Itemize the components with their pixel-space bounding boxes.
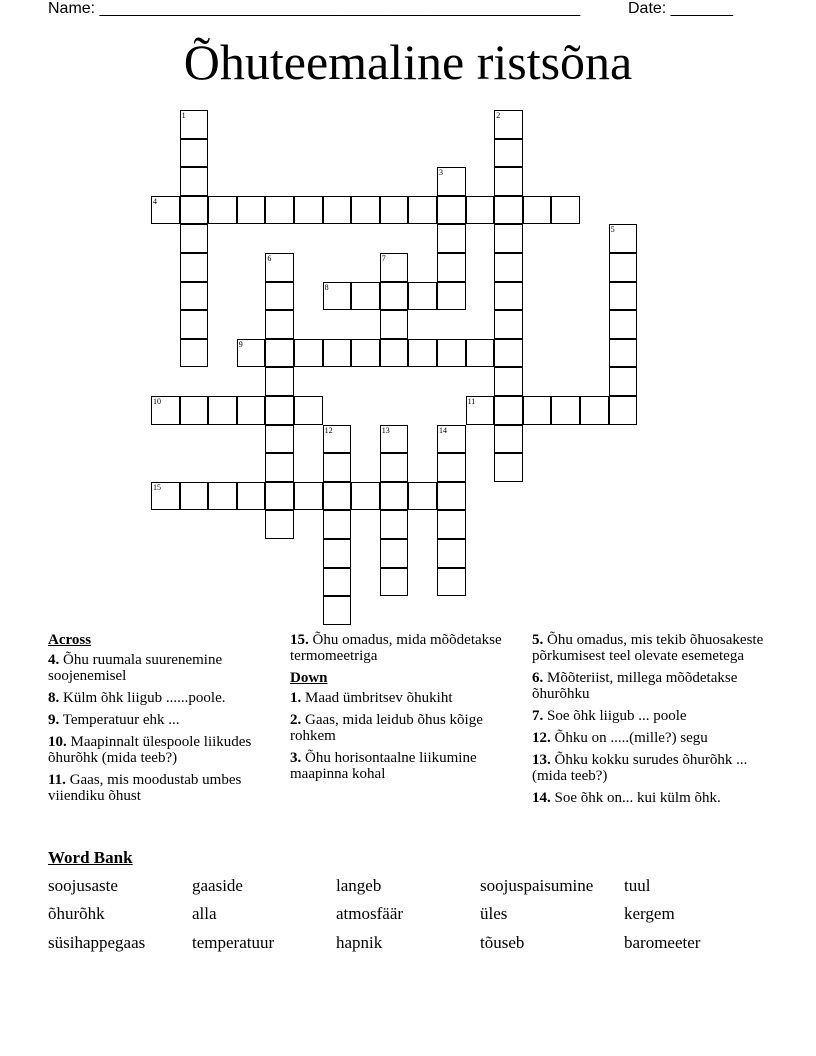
clue-number: 11: [467, 397, 476, 406]
grid-cell[interactable]: [609, 367, 638, 396]
grid-cell[interactable]: [580, 396, 609, 425]
grid-cell[interactable]: [523, 396, 552, 425]
grid-cell[interactable]: [437, 453, 466, 482]
grid-cell[interactable]: [180, 167, 209, 196]
word-bank-item: süsihappegaas: [48, 933, 146, 952]
word-bank-item: tõuseb: [480, 933, 525, 952]
clue-number: 10: [153, 397, 161, 406]
grid-cell[interactable]: [151, 482, 180, 511]
grid-cell[interactable]: [494, 253, 523, 282]
clue-across-9: 9. Temperatuur ehk ...: [48, 712, 180, 728]
clue-number: 5: [610, 225, 615, 235]
grid-cell[interactable]: [494, 367, 523, 396]
grid-cell[interactable]: [494, 139, 523, 168]
grid-cell[interactable]: [380, 282, 409, 311]
clue-down-13: 13. Õhku kokku surudes õhurõhk ...(mida teeb?): [532, 752, 748, 784]
name-line: Name: ______________________________________________________: [48, 0, 581, 17]
grid-cell[interactable]: [609, 253, 638, 282]
word-bank-item: atmosfäär: [336, 904, 404, 923]
grid-cell[interactable]: [551, 196, 580, 225]
grid-cell[interactable]: [265, 396, 294, 425]
grid-cell[interactable]: [294, 396, 323, 425]
grid-cell[interactable]: [180, 482, 209, 511]
grid-cell[interactable]: [294, 339, 323, 368]
grid-cell[interactable]: [180, 282, 209, 311]
clue-number: 9: [238, 339, 243, 349]
grid-cell[interactable]: [494, 425, 523, 454]
grid-cell[interactable]: [609, 396, 638, 425]
grid-cell[interactable]: [437, 196, 466, 225]
clue-number: 14: [439, 425, 447, 435]
grid-cell[interactable]: [351, 196, 380, 225]
grid-cell[interactable]: [466, 196, 495, 225]
word-bank-item: üles: [480, 904, 508, 923]
grid-cell[interactable]: [380, 539, 409, 568]
grid-cell[interactable]: [466, 396, 495, 425]
grid-cell[interactable]: [265, 482, 294, 511]
grid-cell[interactable]: [551, 396, 580, 425]
grid-cell[interactable]: [180, 396, 209, 425]
grid-cell[interactable]: [351, 339, 380, 368]
grid-cell[interactable]: [323, 282, 352, 311]
grid-cell[interactable]: [609, 339, 638, 368]
clue-number: 15: [153, 482, 161, 492]
clue-number: 1: [181, 111, 186, 120]
grid-cell[interactable]: [380, 196, 409, 225]
grid-cell[interactable]: [494, 224, 523, 253]
grid-cell[interactable]: [494, 310, 523, 339]
clue-across-10: 10. Maapinnalt ülespoole liikudes õhurõhk (mida teeb?): [48, 734, 252, 766]
grid-cell[interactable]: [265, 510, 294, 539]
grid-cell[interactable]: [180, 253, 209, 282]
word-bank-item: langeb: [336, 876, 382, 895]
grid-cell[interactable]: [323, 539, 352, 568]
clue-down-5: 5. Õhu omadus, mis tekib õhuosakeste põrkumisest teel olevate esemetega: [532, 632, 764, 664]
grid-cell[interactable]: [408, 339, 437, 368]
grid-cell[interactable]: [265, 310, 294, 339]
grid-cell[interactable]: [180, 310, 209, 339]
grid-cell[interactable]: [237, 339, 266, 368]
grid-cell[interactable]: [323, 568, 352, 597]
grid-cell[interactable]: [380, 253, 409, 282]
grid-cell[interactable]: [494, 110, 523, 139]
grid-cell[interactable]: [323, 425, 352, 454]
grid-cell[interactable]: [494, 396, 523, 425]
grid-cell[interactable]: [437, 482, 466, 511]
clue-down-6: 6. Mõõteriist, millega mõõdetakse õhurõhku: [532, 670, 738, 702]
grid-cell[interactable]: [180, 339, 209, 368]
grid-cell[interactable]: [265, 253, 294, 282]
grid-cell[interactable]: [380, 425, 409, 454]
grid-cell[interactable]: [466, 339, 495, 368]
word-bank-item: tuul: [624, 876, 651, 895]
word-bank-item: soojuspaisumine: [480, 876, 594, 895]
word-bank-item: baromeeter: [624, 933, 701, 952]
clue-down-7: 7. Soe õhk liigub ... poole: [532, 708, 687, 724]
clue-column-1: [48, 632, 268, 810]
grid-cell[interactable]: [323, 339, 352, 368]
grid-cell[interactable]: [494, 196, 523, 225]
grid-cell[interactable]: [408, 482, 437, 511]
grid-cell[interactable]: [380, 310, 409, 339]
grid-cell[interactable]: [609, 282, 638, 311]
word-bank-item: hapnik: [336, 933, 383, 952]
grid-cell[interactable]: [208, 482, 237, 511]
word-bank-item: õhurõhk: [48, 904, 105, 923]
grid-cell[interactable]: [180, 196, 209, 225]
grid-cell[interactable]: [180, 139, 209, 168]
clue-number: 12: [324, 425, 333, 435]
grid-cell[interactable]: [294, 196, 323, 225]
word-bank-item: soojusaste: [48, 876, 118, 895]
clue-number: 13: [381, 425, 390, 435]
clue-column-2: [290, 632, 505, 788]
word-bank-heading: Word Bank: [48, 848, 133, 867]
grid-cell[interactable]: [523, 196, 552, 225]
grid-cell[interactable]: [265, 367, 294, 396]
clue-across-15: 15. Õhu omadus, mida mõõdetakse termomeetriga: [290, 632, 502, 664]
grid-cell[interactable]: [494, 453, 523, 482]
word-bank-item: gaaside: [192, 876, 243, 895]
grid-cell[interactable]: [437, 253, 466, 282]
clue-number: 7: [381, 254, 386, 263]
grid-cell[interactable]: [494, 339, 523, 368]
grid-cell[interactable]: [437, 568, 466, 597]
grid-cell[interactable]: [437, 425, 466, 454]
grid-cell[interactable]: [351, 282, 380, 311]
clue-column-3: [532, 632, 772, 812]
grid-cell[interactable]: [237, 482, 266, 511]
down-heading: Down: [290, 670, 328, 686]
date-line: Date: _______: [628, 0, 733, 17]
clue-down-3: 3. Õhu horisontaalne liikumine maapinna kohal: [290, 750, 477, 782]
clue-number: 6: [267, 254, 272, 263]
grid-cell[interactable]: [609, 224, 638, 253]
grid-cell[interactable]: [237, 196, 266, 225]
grid-cell[interactable]: [437, 167, 466, 196]
word-bank-item: kergem: [624, 904, 675, 923]
clue-down-2: 2. Gaas, mida leidub õhus kõige rohkem: [290, 712, 483, 744]
grid-cell[interactable]: [494, 282, 523, 311]
grid-cell[interactable]: [437, 224, 466, 253]
grid-cell[interactable]: [265, 425, 294, 454]
grid-cell[interactable]: [494, 167, 523, 196]
grid-cell[interactable]: [380, 510, 409, 539]
clue-down-1: 1. Maad ümbritsev õhukiht: [290, 690, 453, 706]
word-bank-item: temperatuur: [192, 933, 275, 952]
grid-cell[interactable]: [380, 568, 409, 597]
clue-number: 8: [324, 282, 329, 292]
grid-cell[interactable]: [380, 339, 409, 368]
grid-cell[interactable]: [323, 453, 352, 482]
clue-down-12: 12. Õhku on .....(mille?) segu: [532, 730, 708, 746]
clue-across-8: 8. Külm õhk liigub ......poole.: [48, 690, 226, 706]
grid-cell[interactable]: [351, 482, 380, 511]
across-heading: Across: [48, 632, 92, 648]
grid-cell[interactable]: [151, 396, 180, 425]
grid-cell[interactable]: [265, 339, 294, 368]
grid-cell[interactable]: [265, 282, 294, 311]
grid-cell[interactable]: [437, 539, 466, 568]
grid-cell[interactable]: [323, 196, 352, 225]
grid-cell[interactable]: [323, 596, 352, 625]
grid-cell[interactable]: [380, 482, 409, 511]
clue-across-11: 11. Gaas, mis moodustab umbes viiendiku õhust: [48, 772, 242, 804]
word-bank-item: alla: [192, 904, 217, 923]
grid-cell[interactable]: [208, 196, 237, 225]
grid-cell[interactable]: [294, 482, 323, 511]
grid-cell[interactable]: [437, 339, 466, 368]
clue-across-4: 4. Õhu ruumala suurenemine soojenemisel: [48, 652, 223, 684]
grid-cell[interactable]: [408, 196, 437, 225]
grid-cell[interactable]: [265, 453, 294, 482]
clue-down-14: 14. Soe õhk on... kui külm õhk.: [532, 790, 721, 806]
grid-cell[interactable]: [437, 510, 466, 539]
grid-cell[interactable]: [437, 282, 466, 311]
grid-cell[interactable]: [265, 196, 294, 225]
page-title: Õhuteemaline ristsõna: [183, 34, 633, 90]
grid-cell[interactable]: [408, 282, 437, 311]
grid-cell[interactable]: [323, 482, 352, 511]
clue-number: 4: [153, 196, 157, 206]
grid-cell[interactable]: [180, 224, 209, 253]
grid-cell[interactable]: [151, 196, 180, 225]
grid-cell[interactable]: [237, 396, 266, 425]
grid-cell[interactable]: [380, 453, 409, 482]
grid-cell[interactable]: [208, 396, 237, 425]
grid-cell[interactable]: [180, 110, 209, 139]
clue-number: 3: [439, 168, 443, 178]
clue-number: 2: [496, 111, 501, 120]
grid-cell[interactable]: [609, 310, 638, 339]
grid-cell[interactable]: [323, 510, 352, 539]
